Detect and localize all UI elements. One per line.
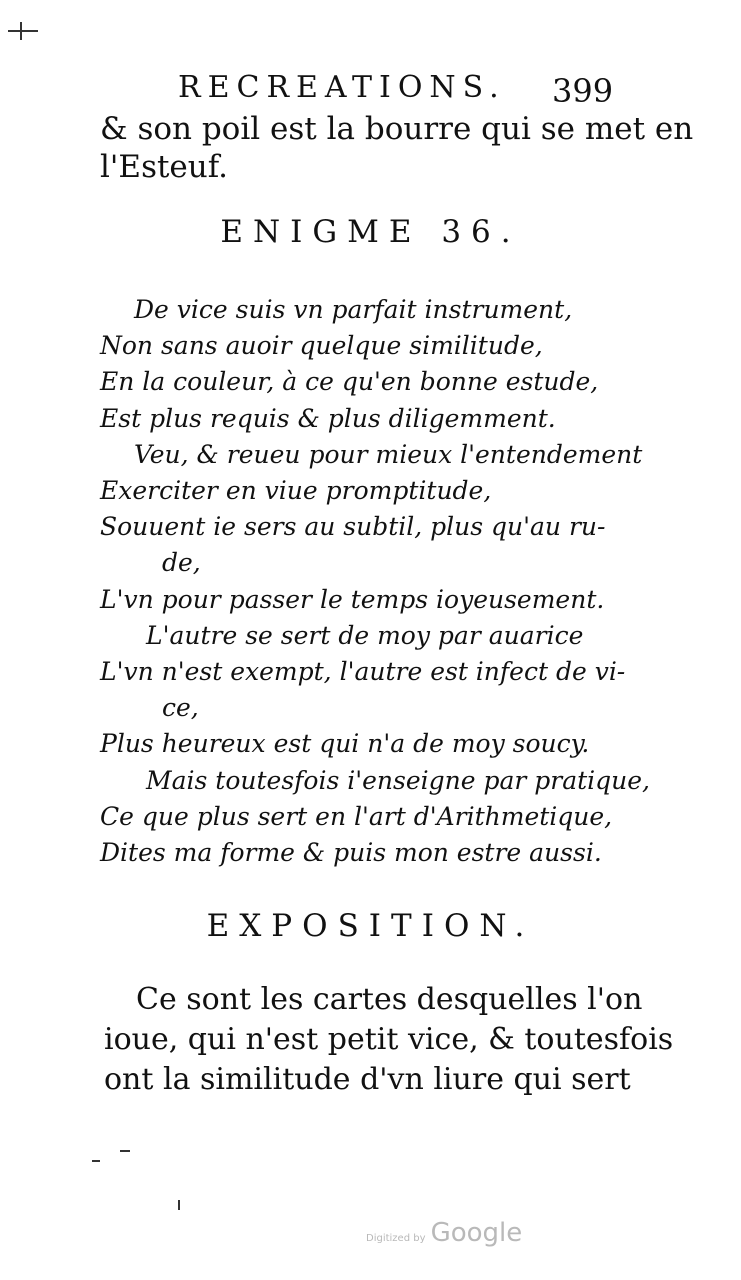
exposition-line: Ce sont les cartes desquelles l'on bbox=[136, 982, 643, 1017]
verse-line: L'vn n'est exempt, l'autre est infect de vi- bbox=[100, 657, 626, 687]
verse-line: Plus heureux est qui n'a de moy soucy. bbox=[100, 729, 590, 759]
verse-line: Veu, & reueu pour mieux l'entendement bbox=[134, 439, 643, 469]
margin-mark bbox=[20, 22, 22, 40]
verse-line: En la couleur, à ce qu'en bonne estude, bbox=[100, 367, 599, 397]
google-watermark bbox=[366, 1218, 522, 1248]
verse-line: Ce que plus sert en l'art d'Arithmetique, bbox=[100, 801, 613, 831]
margin-mark bbox=[120, 1150, 130, 1152]
intro-line: & son poil est la bourre qui se met en bbox=[100, 111, 694, 147]
verse-line: Non sans auoir quelque similitude, bbox=[100, 331, 543, 361]
verse-line: De vice suis vn parfait instrument, bbox=[134, 295, 573, 324]
exposition-line: ioue, qui n'est petit vice, & toutesfois bbox=[104, 1022, 674, 1057]
verse-line: Dites ma forme & puis mon estre aussi. bbox=[100, 838, 602, 868]
verse-line: L'vn pour passer le temps ioyeusement. bbox=[100, 584, 605, 614]
margin-mark bbox=[178, 1200, 180, 1210]
verse-line: Mais toutesfois i'enseigne par pratique, bbox=[146, 765, 651, 795]
verse-line: ce, bbox=[162, 693, 199, 723]
page-number: 399 bbox=[552, 72, 614, 110]
enigma-verse bbox=[100, 292, 651, 871]
exposition-line: ont la similitude d'vn liure qui sert bbox=[104, 1062, 631, 1097]
google-logo: Google bbox=[430, 1218, 523, 1248]
verse-line: Exerciter en viue promptitude, bbox=[100, 476, 492, 506]
exposition-text bbox=[104, 980, 674, 1100]
intro-line: l'Esteuf. bbox=[100, 149, 228, 185]
margin-mark bbox=[92, 1160, 100, 1162]
running-head: RECREATIONS. bbox=[178, 70, 506, 105]
verse-line: Est plus requis & plus diligemment. bbox=[100, 403, 556, 433]
exposition-heading: EXPOSITION. bbox=[206, 908, 535, 944]
enigme-heading: ENIGME 36. bbox=[220, 214, 521, 250]
margin-mark bbox=[8, 30, 38, 32]
verse-line: L'autre se sert de moy par auarice bbox=[146, 620, 584, 650]
verse-line: de, bbox=[162, 548, 201, 578]
watermark-prefix: Digitized by bbox=[366, 1233, 426, 1244]
verse-line: Souuent ie sers au subtil, plus qu'au ru- bbox=[100, 512, 606, 542]
